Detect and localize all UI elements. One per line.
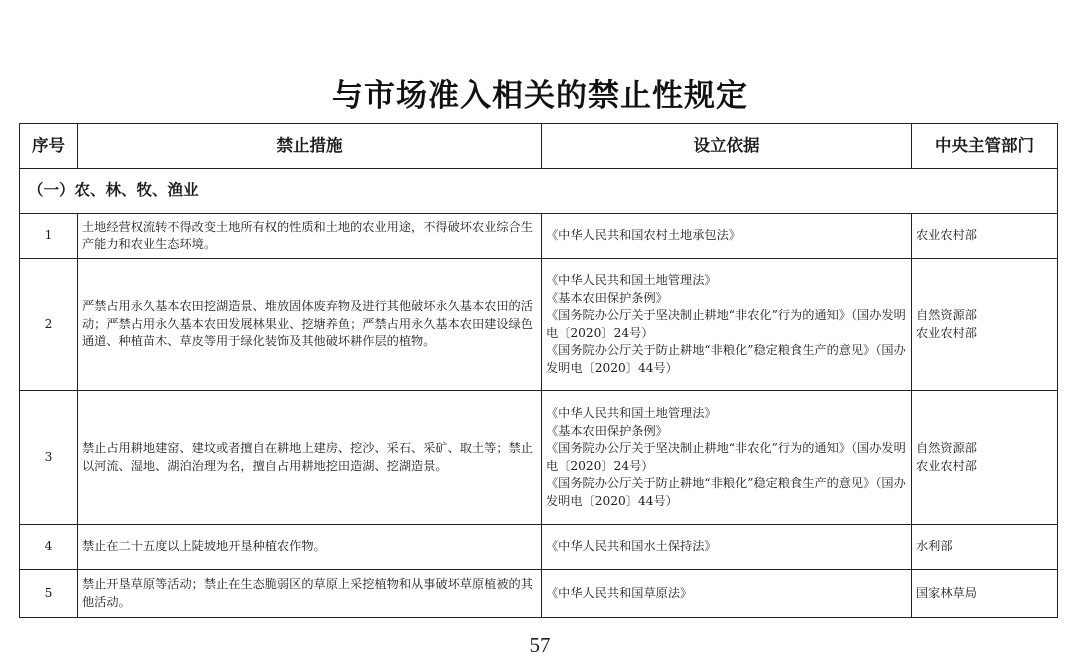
header-dept: 中央主管部门 [912,124,1058,169]
row-measure: 禁止开垦草原等活动；禁止在生态脆弱区的草原上采挖植物和从事破坏草原植被的其他活动。 [78,570,542,618]
table-row [20,570,1058,618]
row-dept [912,214,1058,259]
table-row [20,214,1058,259]
row-basis [542,391,912,525]
basis-item: 《国务院办公厅关于坚决制止耕地“非农化”行为的通知》（国办发明电〔2020〕24号） [546,441,906,473]
row-dept [912,525,1058,570]
dept-item: 农业农村部 [916,228,977,243]
row-seq: 4 [20,525,78,570]
table-header-row [20,124,1058,169]
dept-item: 自然资源部 [916,308,977,322]
table-row [20,525,1058,570]
header-measure: 禁止措施 [78,124,542,169]
category-row [20,169,1058,214]
header-basis: 设立依据 [542,124,912,169]
row-seq: 2 [20,259,78,391]
basis-item: 《中华人民共和国草原法》 [546,585,693,600]
page-number: 57 [529,633,551,657]
basis-item: 《国务院办公厅关于防止耕地“非粮化”稳定粮食生产的意见》（国办发明电〔2020〕44号） [546,343,906,375]
dept-item: 自然资源部 [916,441,977,455]
basis-item: 《中华人民共和国土地管理法》 [546,273,717,287]
document-title: 与市场准入相关的禁止性规定 [332,78,748,114]
row-seq: 5 [20,570,78,618]
row-basis [542,259,912,391]
dept-item: 农业农村部 [916,458,977,473]
basis-item: 《基本农田保护条例》 [546,290,668,305]
basis-item: 《基本农田保护条例》 [546,423,668,438]
row-measure: 土地经营权流转不得改变土地所有权的性质和土地的农业用途，不得破坏农业综合生产能力和农业生态环境。 [78,214,542,259]
row-basis [542,525,912,570]
category-label: （一）农、林、牧、渔业 [20,169,1058,214]
dept-item: 水利部 [916,539,953,554]
basis-item: 《国务院办公厅关于坚决制止耕地“非农化”行为的通知》（国办发明电〔2020〕24号） [546,308,906,340]
dept-item: 国家林草局 [916,585,977,600]
basis-item: 《国务院办公厅关于防止耕地“非粮化”稳定粮食生产的意见》（国办发明电〔2020〕44号） [546,476,906,508]
basis-item: 《中华人民共和国农村土地承包法》 [546,228,741,243]
row-dept [912,391,1058,525]
basis-item: 《中华人民共和国土地管理法》 [546,406,717,420]
row-seq: 3 [20,391,78,525]
table-row [20,391,1058,525]
table-row [20,259,1058,391]
header-seq: 序号 [20,124,78,169]
prohibition-table [19,123,1058,618]
row-measure: 禁止占用耕地建窑、建坟或者擅自在耕地上建房、挖沙、采石、采矿、取土等；禁止以河流、湿地、湖泊治理为名，擅自占用耕地挖田造湖、挖湖造景。 [78,391,542,525]
basis-item: 《中华人民共和国水土保持法》 [546,539,717,554]
row-dept [912,259,1058,391]
row-basis [542,570,912,618]
dept-item: 农业农村部 [916,325,977,340]
row-dept [912,570,1058,618]
row-seq: 1 [20,214,78,259]
row-basis [542,214,912,259]
row-measure: 严禁占用永久基本农田挖湖造景、堆放固体废弃物及进行其他破坏永久基本农田的活动；严禁占用永久基本农田发展林果业、挖塘养鱼；严禁占用永久基本农田建设绿色通道、种植苗木、草皮等用于绿化装饰及其他破坏耕作层的植物。 [78,259,542,391]
row-measure: 禁止在二十五度以上陡坡地开垦种植农作物。 [78,525,542,570]
